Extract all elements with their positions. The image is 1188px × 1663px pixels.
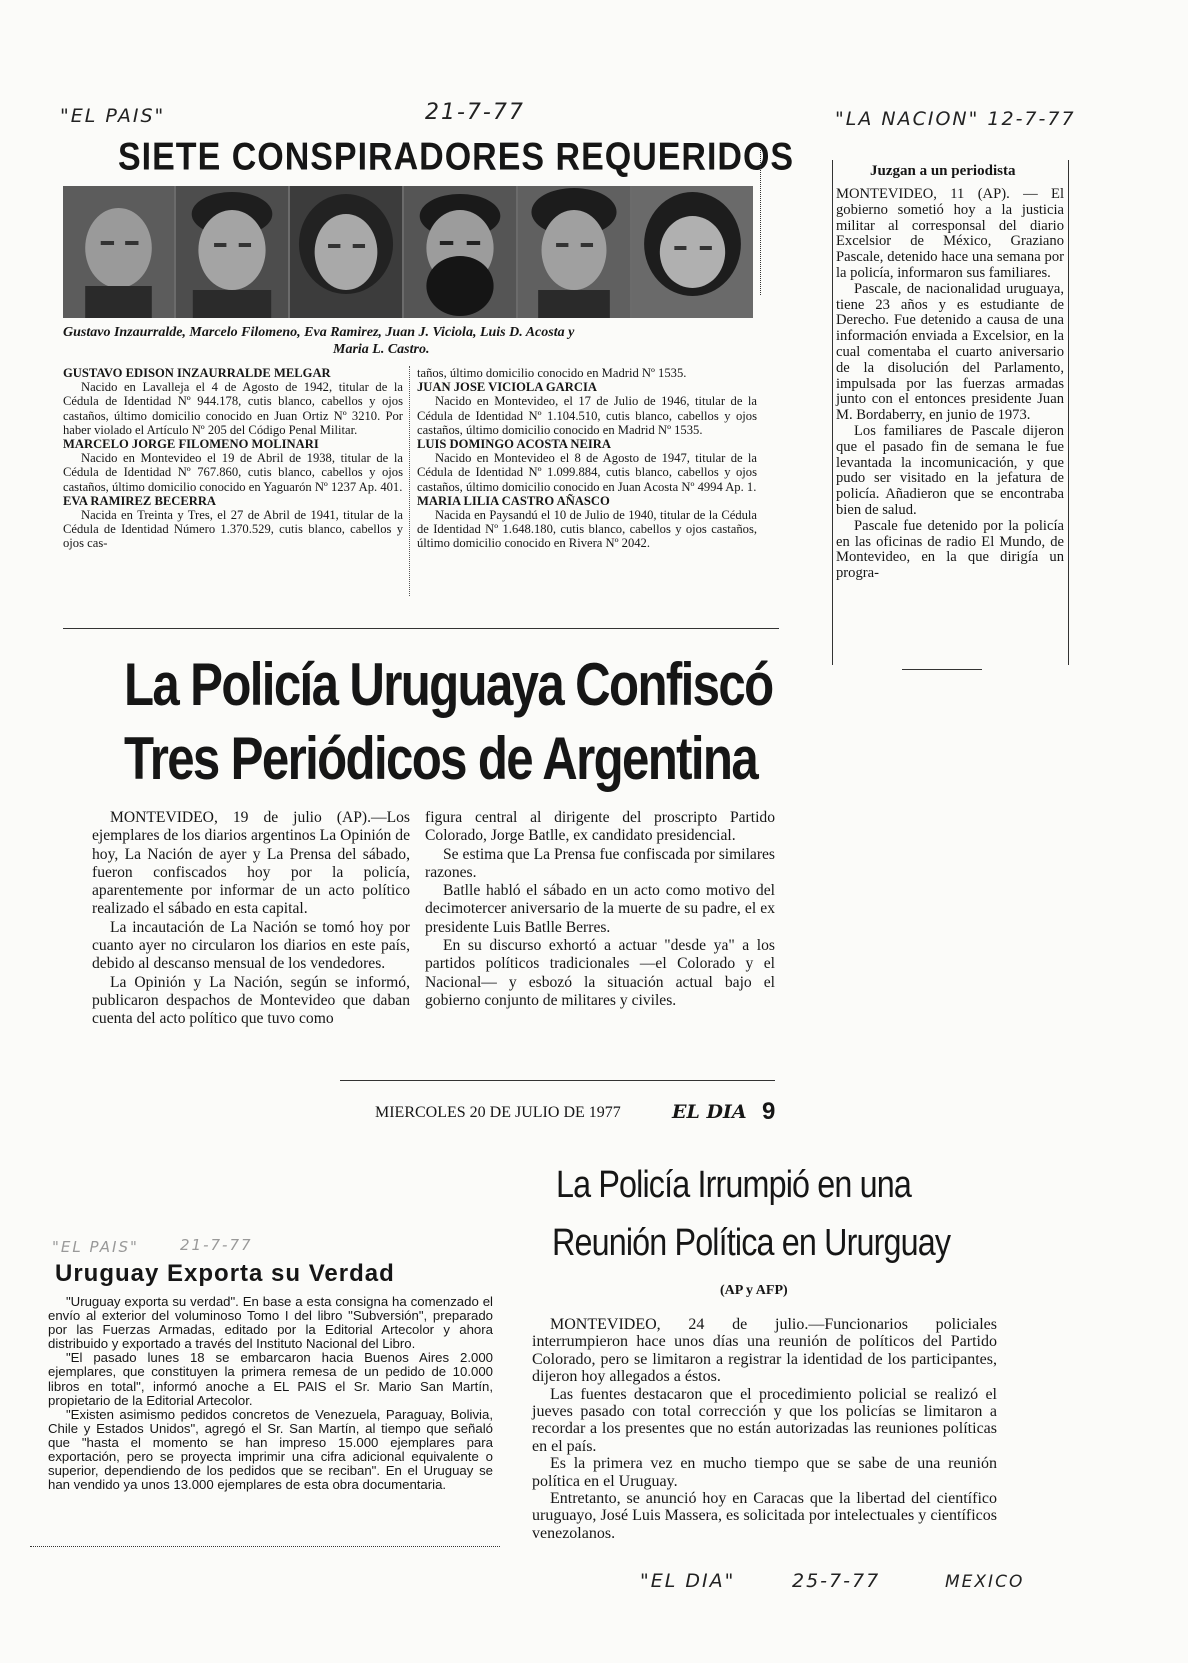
exporta-paragraph: "El pasado lunes 18 se embarcaron hacia Buenos Aires 2.000 ejemplares, que constituyen la primera remesa de un pedido de 10.000 libros en total", informó anoche a EL PAIS el Sr. Mario San Martín, propietario de la Editorial Artecolor. [48,1350,493,1408]
periodista-paragraph: Pascale, de nacionalidad uruguaya, tiene 23 años y es estudiante de Derecho. Fue detenido a causa de una información enviada a Excelsior, en la cual comentaba el cuarto aniversario de la disolución del Parlamento, impulsada por las fuerzas armadas junto con el entonces presidente Juan M. Bordaberry, en junio de 1973. [836,280,1064,424]
handwritten-date-top: 21-7-77 [425,100,525,125]
irrumpio-paragraph: MONTEVIDEO, 24 de julio.—Funcionarios policiales interrumpieron hace unos días una reunión de políticos del Partido Colorado, pero se limitaron a registrar la identidad de los participantes, dijeron hoy allegados a éstos. [532,1316,997,1386]
irrumpio-paragraph: Es la primera vez en mucho tiempo que se sabe de una reunión política en el Uruguay. [532,1455,997,1490]
siete-entry-name: MARIA LILIA CASTRO AÑASCO [417,493,610,508]
irrumpio-paragraph: Las fuentes destacaron que el procedimiento policial se realizó el jueves pasado con total corrección y que los policías se limitaron a recordar a los presentes que no están autorizadas las reuniones políticas en el país. [532,1385,997,1455]
confisco-top-rule [63,628,779,629]
confisco-footer-page: 9 [762,1098,776,1125]
siete-entry-text: Nacido en Montevideo, el 17 de Julio de 1946, titular de la Cédula de Identidad Nº 1.104.510, cutis blanco, cabellos y ojos castaños, último domicilio conocido en Madrid Nº 1535. [417,394,757,437]
siete-photo-strip [63,186,753,318]
irrumpio-headline-line1: La Policía Irrumpió en una [556,1164,911,1206]
siete-entry-1 [63,366,403,437]
siete-entry-text: Nacido en Lavalleja el 4 de Agosto de 1942, titular de la Cédula de Identidad Nº 944.178, cutis blanco, cabellos y ojos castaños, último domicilio conocido en Juan Ortiz Nº 3210. Por haber violado el Artículo Nº 205 del Código Penal Militar. [63,380,403,437]
exporta-body [48,1295,493,1492]
siete-entry-6 [417,494,757,551]
siete-col2-lead: taños, último domicilio conocido en Madrid Nº 1535. [417,366,687,380]
confisco-headline-line2: Tres Periódicos de Argentina [124,725,758,792]
confisco-paragraph: Batlle habló el sábado en un acto como motivo del decimotercer aniversario de la muerte de su padre, el ex presidente Luis Batlle Berres. [425,882,775,936]
siete-headline: SIETE CONSPIRADORES REQUERIDOS [118,135,795,179]
siete-column-1 [63,366,403,551]
exporta-paragraph: "Uruguay exporta su verdad". En base a esta consigna ha comenzado el envío al exterior del voluminoso Tomo I del libro "Subversión", preparado por las Fuerzas Armadas, editado por la Editorial Artecolor y ahora distribuido y exportado a través del Instituto Nacional del Libro. [48,1294,493,1352]
confisco-paragraph: En su discurso exhortó a actuar "desde ya" a los partidos políticos tradicionales —el Colorado y el Nacional— y esbozó la situación actual bajo el gobierno conjunto de militares y civiles. [425,937,775,1009]
periodista-paragraph: Pascale fue detenido por la policía en las oficinas de radio El Mundo, de Montevideo, en la que dirigía un progra- [836,517,1064,582]
portrait-inzaurralde [63,186,174,318]
confisco-column-2 [425,809,775,1010]
irrumpio-paragraph: Entretanto, se anunció hoy en Caracas que la libertad del científico uruguayo, José Luis Massera, es solicitada por intelectuales y científicos venezolanos. [532,1490,997,1542]
confisco-footer-rule [340,1080,775,1081]
exporta-headline: Uruguay Exporta su Verdad [55,1260,395,1287]
handwritten-el-dia: "EL DIA" [640,1570,736,1592]
irrumpio-source: (AP y AFP) [720,1283,788,1298]
handwritten-date-el-dia: 25-7-77 [792,1570,881,1592]
siete-entry-3 [63,494,403,551]
siete-entry-4 [417,380,757,437]
siete-entry-text: Nacida en Paysandú el 10 de Julio de 1940, titular de la Cédula de Identidad Nº 1.648.180, cutis blanco, cabellos y ojos castaños, último domicilio conocido en Rivera Nº 2042. [417,508,757,551]
irrumpio-headline-line2: Reunión Política en Ururguay [552,1222,951,1264]
siete-entry-5 [417,437,757,494]
siete-caption-line1: Gustavo Inzaurralde, Marcelo Filomeno, Eva Ramirez, Juan J. Viciola, Luis D. Acosta y [63,325,575,340]
portrait-acosta [518,186,630,318]
irrumpio-body [532,1316,997,1542]
siete-entry-name: LUIS DOMINGO ACOSTA NEIRA [417,437,611,452]
siete-column-divider [409,366,410,596]
siete-entry-name: GUSTAVO EDISON INZAURRALDE MELGAR [63,366,331,380]
confisco-paragraph: MONTEVIDEO, 19 de julio (AP).—Los ejemplares de los diarios argentinos La Opinión de hoy, La Nación de ayer y La Prensa del sábado, fueron confiscados hoy por la policía, aparentemente por informar de un acto político realizado el sábado en esta capital. [92,809,410,918]
siete-entry-name: MARCELO JORGE FILOMENO MOLINARI [63,437,319,452]
confisco-footer-paper: EL DIA [672,1101,747,1123]
periodista-left-border [832,160,833,665]
periodista-paragraph: Los familiares de Pascale dijeron que el pasado fin de semana le fue levantada la incomunicación, y que pudo ser visitado en la jefatura de policía. Añadieron que se encontraba bien de salud. [836,422,1064,518]
portrait-filomeno [176,186,288,318]
confisco-paragraph: La incautación de La Nación se tomó hoy por cuanto ayer no circularon los diarios en este país, debido al descanso mensual de los vendedores. [92,918,410,973]
periodista-right-border [1068,160,1069,665]
confisco-paragraph: Se estima que La Prensa fue confiscada por similares razones. [425,845,775,881]
exporta-bottom-rule [30,1546,500,1547]
confisco-headline-line1: La Policía Uruguaya Confiscó [124,651,773,718]
periodista-paragraph: MONTEVIDEO, 11 (AP). — El gobierno sometió hoy a la justicia militar al corresponsal del diario Excelsior de México, Graziano Pascale, detenido hace una semana por la policía, informaron sus familiares. [836,186,1064,281]
periodista-end-rule [902,669,982,670]
portrait-ramirez [290,186,402,318]
periodista-body [836,187,1064,582]
siete-entry-name: JUAN JOSE VICIOLA GARCIA [417,380,597,395]
handwritten-el-pais-top: "EL PAIS" [60,105,166,127]
siete-column-2 [417,366,757,551]
handwritten-la-nacion: "LA NACION" 12-7-77 [835,108,1076,130]
siete-entry-text: Nacida en Treinta y Tres, el 27 de Abril de 1941, titular de la Cédula de Identidad Número 1.370.529, cutis blanco, cabellos y ojos cas- [63,508,403,551]
exporta-paragraph: "Existen asimismo pedidos concretos de Venezuela, Paraguay, Bolivia, Chile y Estados Unidos", agregó el Sr. San Martín, al tiempo que señaló que "hasta el momento se han impreso 15.000 ejemplares para exportación, pero se proyecta imprimir una cifra adicional equivalente o superior, dependiendo de los pedidos que se reciban". En el Uruguay se han vendido ya unos 13.000 ejemplares de esta obra documentaria. [48,1406,493,1493]
siete-entry-text: Nacido en Montevideo el 8 de Agosto de 1947, titular de la Cédula de Identidad Nº 1.099.884, cutis blanco, cabellos y ojos castaños, último domicilio conocido en Juan Acosta Nº 4994 Ap. 1. [417,451,757,494]
siete-entry-name: EVA RAMIREZ BECERRA [63,493,217,508]
confisco-paragraph: La Opinión y La Nación, según se informó, publicaron despachos de Montevideo que daban cuenta del acto político que tuvo como [92,973,410,1028]
siete-caption-line2: Maria L. Castro. [333,342,430,357]
confisco-column-1 [92,809,410,1029]
siete-entry-2 [63,437,403,494]
siete-right-border [760,150,761,295]
portrait-viciola [404,186,516,318]
handwritten-mexico: MEXICO [945,1572,1025,1592]
portrait-castro [632,186,753,318]
confisco-paragraph: figura central al dirigente del proscripto Partido Colorado, Jorge Batlle, ex candidato presidencial. [425,809,775,845]
siete-entry-text: Nacido en Montevideo el 19 de Abril de 1938, titular de la Cédula de Identidad Nº 767.860, cutis blanco, cabellos y ojos castaños, último domicilio conocido en Yaguarón Nº 1237 Ap. 401. [63,451,403,494]
handwritten-date-bottom: 21-7-77 [180,1236,253,1254]
periodista-headline: Juzgan a un periodista [870,163,1016,179]
confisco-footer-date: MIERCOLES 20 DE JULIO DE 1977 [375,1104,621,1121]
handwritten-el-pais-bottom: "EL PAIS" [52,1238,139,1256]
